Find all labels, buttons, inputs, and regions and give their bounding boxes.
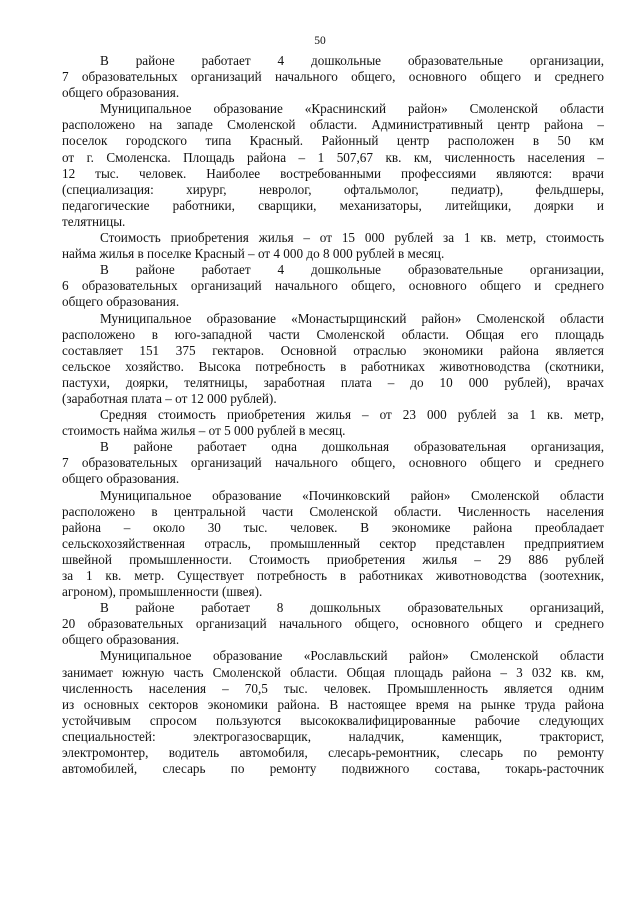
text-line: численность населения – 70,5 тыс. человек. Промышленность является одним: [62, 680, 604, 696]
text-line: пастухи, доярки, телятницы, заработная плата – до 10 000 рублей), врачах: [62, 374, 604, 390]
text-line: 6 образовательных организаций начального общего, основного общего и среднего: [62, 278, 604, 294]
text-line: устойчивым спросом пользуются высококвалифицированные рабочие следующих: [62, 712, 604, 728]
text-line: 7 образовательных организаций начального общего, основного общего и среднего: [62, 69, 604, 85]
text-line: занимает южную часть Смоленской области. Общая площадь района – 3 032 кв. км,: [62, 664, 604, 680]
paragraph: [62, 230, 604, 262]
text-line: общего образования.: [62, 85, 180, 101]
paragraph: [62, 439, 604, 487]
text-line: В районе работает 4 дошкольные образовательные организации,: [100, 262, 604, 278]
paragraph: [62, 488, 604, 601]
text-line: стоимость найма жилья – от 5 000 рублей в месяц.: [62, 423, 346, 439]
text-line: сельскохозяйственная отрасль, промышленный сектор представлен предприятием: [62, 535, 604, 551]
text-line: 12 тыс. человек. Наиболее востребованными профессиями являются: врачи: [62, 165, 604, 181]
text-line: Средняя стоимость приобретения жилья – от 23 000 рублей за 1 кв. метр,: [100, 407, 604, 423]
paragraph: [62, 648, 604, 777]
paragraph: [62, 600, 604, 648]
text-line: 20 образовательных организаций начального общего, основного общего и среднего: [62, 616, 604, 632]
text-line: расположено на западе Смоленской области. Административный центр района –: [62, 117, 604, 133]
text-line: агроном), промышленности (швея).: [62, 584, 263, 600]
text-line: В районе работает 4 дошкольные образовательные организации,: [100, 53, 604, 68]
text-line: (специализация: хирург, невролог, офтальмолог, педиатр), фельдшеры,: [62, 181, 604, 197]
text-line: (заработная плата – от 12 000 рублей).: [62, 390, 277, 406]
text-line: расположено в центральной части Смоленской области. Численность населения: [62, 503, 604, 519]
text-line: электромонтер, водитель автомобиля, слесарь-ремонтник, слесарь по ремонту: [62, 745, 604, 761]
paragraph: [62, 53, 604, 101]
text-line: за 1 кв. метр. Существует потребность в работниках животноводства (зоотехник,: [62, 568, 604, 583]
text-line: 7 образовательных организаций начального общего, основного общего и среднего: [62, 455, 604, 471]
text-line: общего образования.: [62, 471, 180, 487]
text-line: из основных секторов экономики района. В настоящее время на рынке труда района: [62, 696, 604, 712]
text-line: В районе работает одна дошкольная образовательная организация,: [100, 439, 604, 455]
text-line: расположено в юго-западной части Смоленской области. Общая его площадь: [62, 326, 604, 342]
text-line: Муниципальное образование «Монастырщинский район» Смоленской области: [100, 310, 604, 326]
text-line: общего образования.: [62, 294, 180, 310]
text-line: педагогические работники, сварщики, механизаторы, литейщики, доярки и: [62, 197, 604, 213]
text-line: Муниципальное образование «Рославльский район» Смоленской области: [100, 648, 604, 664]
text-line: составляет 151 375 гектаров. Основной отраслью экономики района является: [62, 342, 604, 358]
text-line: найма жилья в поселке Красный – от 4 000 до 8 000 рублей в месяц.: [62, 246, 445, 262]
text-line: В районе работает 8 дошкольных образовательных организаций,: [100, 600, 604, 616]
text-line: телятницы.: [62, 213, 126, 229]
text-line: общего образования.: [62, 632, 180, 648]
document-body: [62, 53, 604, 777]
text-line: Муниципальное образование «Краснинский район» Смоленской области: [100, 101, 604, 117]
text-line: Муниципальное образование «Починковский район» Смоленской области: [100, 487, 604, 503]
page-number: 50: [314, 35, 326, 47]
text-line: Стоимость приобретения жилья – от 15 000 рублей за 1 кв. метр, стоимость: [100, 230, 604, 246]
text-line: района – около 30 тыс. человек. В экономике района преобладает: [62, 519, 604, 535]
text-line: сельское хозяйство. Высока потребность в работниках животноводства (скотники,: [62, 358, 604, 374]
paragraph: [62, 311, 604, 408]
text-line: от г. Смоленска. Площадь района – 1 507,67 кв. км, численность населения –: [62, 149, 604, 165]
paragraph: [62, 262, 604, 310]
paragraph: [62, 407, 604, 439]
text-line: швейной промышленности. Стоимость приобретения жилья – 29 886 рублей: [62, 551, 604, 567]
text-line: специальностей: электрогазосварщик, наладчик, каменщик, тракторист,: [62, 728, 604, 744]
paragraph: [62, 101, 604, 230]
text-line: автомобилей, слесарь по ремонту подвижного состава, токарь-расточник: [62, 761, 604, 777]
text-line: поселок городского типа Красный. Районный центр расположен в 50 км: [62, 133, 604, 149]
